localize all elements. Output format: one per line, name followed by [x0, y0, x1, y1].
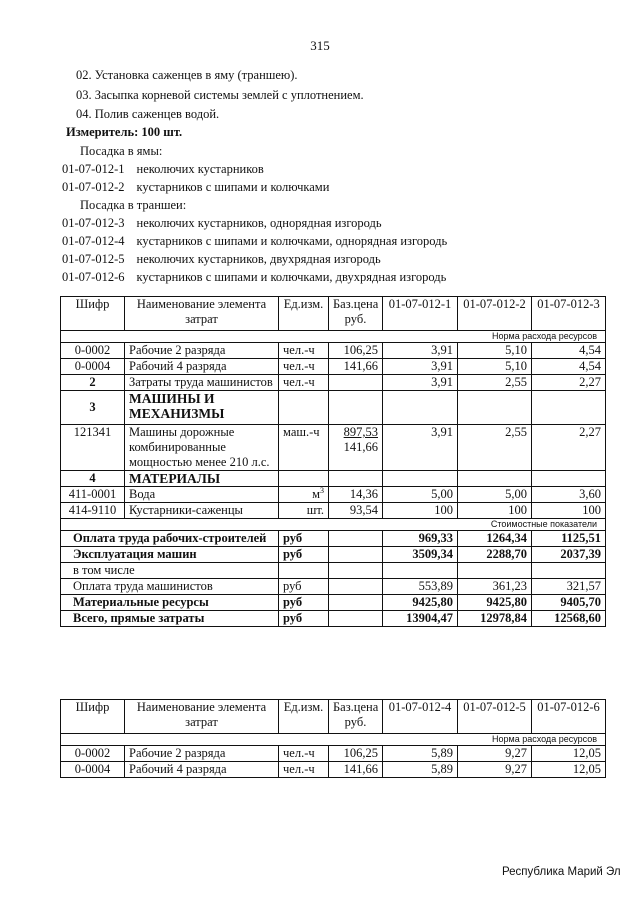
op-04: 04. Полив саженцев водой. [76, 107, 220, 121]
header-unit: Ед.изм. [279, 297, 329, 331]
row-value: 3,91 [383, 359, 458, 375]
summary-value: 1125,51 [532, 531, 606, 547]
row-price: 897,53 141,66 [329, 425, 383, 471]
table-row [61, 487, 606, 503]
row-unit: чел.-ч [279, 746, 329, 762]
row-value: 2,27 [532, 375, 606, 391]
cost-label: Стоимостные показатели [61, 519, 606, 531]
row-name: Кустарники-саженцы [125, 503, 279, 519]
summary-name: Эксплуатация машин [61, 547, 279, 563]
summary-value: 12978,84 [458, 611, 532, 627]
summary-value: 3509,34 [383, 547, 458, 563]
header-code: Шифр [61, 297, 125, 331]
summary-value: 9425,80 [383, 595, 458, 611]
footer-region: Республика Марий Эл [502, 866, 621, 878]
summary-unit: руб [279, 531, 329, 547]
page-number: 315 [310, 38, 330, 53]
summary-value: 13904,47 [383, 611, 458, 627]
row-value: 5,89 [383, 762, 458, 778]
row-unit: $м^3$ [279, 487, 329, 503]
row-value: 100 [383, 503, 458, 519]
row-code: 2 [61, 375, 125, 391]
row-name: Затраты труда машинистов [125, 375, 279, 391]
header-name: Наименование элемента затрат [125, 700, 279, 734]
row-value: 12,05 [532, 746, 606, 762]
trench-heading: Посадка в траншеи: [80, 198, 187, 212]
op-03: 03. Засыпка корневой системы землей с уплотнением. [76, 88, 364, 102]
row-value: 5,10 [458, 359, 532, 375]
row-code: 414-9110 [61, 503, 125, 519]
row-value: 3,91 [383, 343, 458, 359]
row-value: 5,00 [383, 487, 458, 503]
row-code: 0-0002 [61, 343, 125, 359]
table-row [61, 762, 606, 778]
row-name: Рабочий 4 разряда [125, 359, 279, 375]
table-row [61, 375, 606, 391]
row-value: 3,91 [383, 375, 458, 391]
header-col-3: 01-07-012-3 [532, 297, 606, 331]
section-code: 4 [61, 471, 125, 487]
row-unit: маш.-ч [279, 425, 329, 471]
header-name: Наименование элемента затрат [125, 297, 279, 331]
summary-value: 361,23 [458, 579, 532, 595]
row-unit: чел.-ч [279, 359, 329, 375]
summary-name: в том числе [61, 563, 279, 579]
code-line: 01-07-012-3 неколючих кустарников, однорядная изгородь [62, 216, 382, 230]
summary-value: 321,57 [532, 579, 606, 595]
header-price: Баз.цена руб. [329, 700, 383, 734]
header-col-1: 01-07-012-4 [383, 700, 458, 734]
row-name: Машины дорожные комбинированные мощностью менее 210 л.с. [125, 425, 279, 471]
row-value: 9,27 [458, 746, 532, 762]
summary-value: 553,89 [383, 579, 458, 595]
row-value: 9,27 [458, 762, 532, 778]
row-value: 100 [458, 503, 532, 519]
code-line: 01-07-012-6 кустарников с шипами и колючками, двухрядная изгородь [62, 270, 447, 284]
summary-value: 969,33 [383, 531, 458, 547]
row-value: 5,00 [458, 487, 532, 503]
row-name: Вода [125, 487, 279, 503]
summary-unit: руб [279, 579, 329, 595]
row-unit: чел.-ч [279, 375, 329, 391]
row-value: 2,55 [458, 425, 532, 471]
summary-name: Оплата труда рабочих-строителей [61, 531, 279, 547]
row-code: 0-0002 [61, 746, 125, 762]
summary-name: Материальные ресурсы [61, 595, 279, 611]
summary-name: Всего, прямые затраты [61, 611, 279, 627]
summary-row [61, 563, 606, 579]
resource-table-1 [60, 296, 606, 627]
table-row [61, 503, 606, 519]
row-value: 3,91 [383, 425, 458, 471]
summary-value: 1264,34 [458, 531, 532, 547]
norm-label: Норма расхода ресурсов [61, 734, 606, 746]
op-02: 02. Установка саженцев в яму (траншею). [76, 68, 298, 82]
table-row [61, 425, 606, 471]
summary-row [61, 579, 606, 595]
section-title: МАТЕРИАЛЫ [125, 471, 279, 487]
row-price: 106,25 [329, 343, 383, 359]
header-unit: Ед.изм. [279, 700, 329, 734]
section-row [61, 391, 606, 425]
summary-unit: руб [279, 595, 329, 611]
header-col-3: 01-07-012-6 [532, 700, 606, 734]
header-col-2: 01-07-012-5 [458, 700, 532, 734]
section-row [61, 471, 606, 487]
header-price: Баз.цена руб. [329, 297, 383, 331]
summary-row [61, 595, 606, 611]
row-value: 2,27 [532, 425, 606, 471]
section-code: 3 [61, 391, 125, 425]
row-price: 106,25 [329, 746, 383, 762]
summary-value: 2037,39 [532, 547, 606, 563]
row-price: 141,66 [329, 359, 383, 375]
summary-row [61, 531, 606, 547]
table-row [61, 746, 606, 762]
row-value: 4,54 [532, 359, 606, 375]
summary-unit: руб [279, 611, 329, 627]
row-unit: чел.-ч [279, 343, 329, 359]
row-value: 2,55 [458, 375, 532, 391]
summary-value: 9405,70 [532, 595, 606, 611]
header-col-1: 01-07-012-1 [383, 297, 458, 331]
row-code: 0-0004 [61, 762, 125, 778]
header-code: Шифр [61, 700, 125, 734]
row-code: 0-0004 [61, 359, 125, 375]
summary-unit: руб [279, 547, 329, 563]
row-unit: шт. [279, 503, 329, 519]
summary-row [61, 611, 606, 627]
resource-table-2 [60, 699, 606, 778]
row-unit: чел.-ч [279, 762, 329, 778]
row-value: 5,89 [383, 746, 458, 762]
summary-value: 12568,60 [532, 611, 606, 627]
measure-unit: Измеритель: 100 шт. [66, 125, 183, 139]
header-col-2: 01-07-012-2 [458, 297, 532, 331]
row-price: 93,54 [329, 503, 383, 519]
row-value: 12,05 [532, 762, 606, 778]
pits-heading: Посадка в ямы: [80, 144, 163, 158]
summary-value: 2288,70 [458, 547, 532, 563]
table-row [61, 343, 606, 359]
row-value: 3,60 [532, 487, 606, 503]
row-name: Рабочий 4 разряда [125, 762, 279, 778]
row-value: 100 [532, 503, 606, 519]
row-code: 121341 [61, 425, 125, 471]
summary-name: Оплата труда машинистов [61, 579, 279, 595]
code-line: 01-07-012-5 неколючих кустарников, двухрядная изгородь [62, 252, 381, 266]
code-line: 01-07-012-2 кустарников с шипами и колючками [62, 180, 330, 194]
row-value: 4,54 [532, 343, 606, 359]
row-name: Рабочие 2 разряда [125, 746, 279, 762]
summary-value: 9425,80 [458, 595, 532, 611]
row-price: 141,66 [329, 762, 383, 778]
row-price: 14,36 [329, 487, 383, 503]
row-code: 411-0001 [61, 487, 125, 503]
summary-row [61, 547, 606, 563]
norm-label: Норма расхода ресурсов [61, 331, 606, 343]
row-name: Рабочие 2 разряда [125, 343, 279, 359]
code-line: 01-07-012-4 кустарников с шипами и колючками, однорядная изгородь [62, 234, 448, 248]
section-title: МАШИНЫ И МЕХАНИЗМЫ [125, 391, 279, 425]
code-line: 01-07-012-1 неколючих кустарников [62, 162, 264, 176]
row-value: 5,10 [458, 343, 532, 359]
table-row [61, 359, 606, 375]
